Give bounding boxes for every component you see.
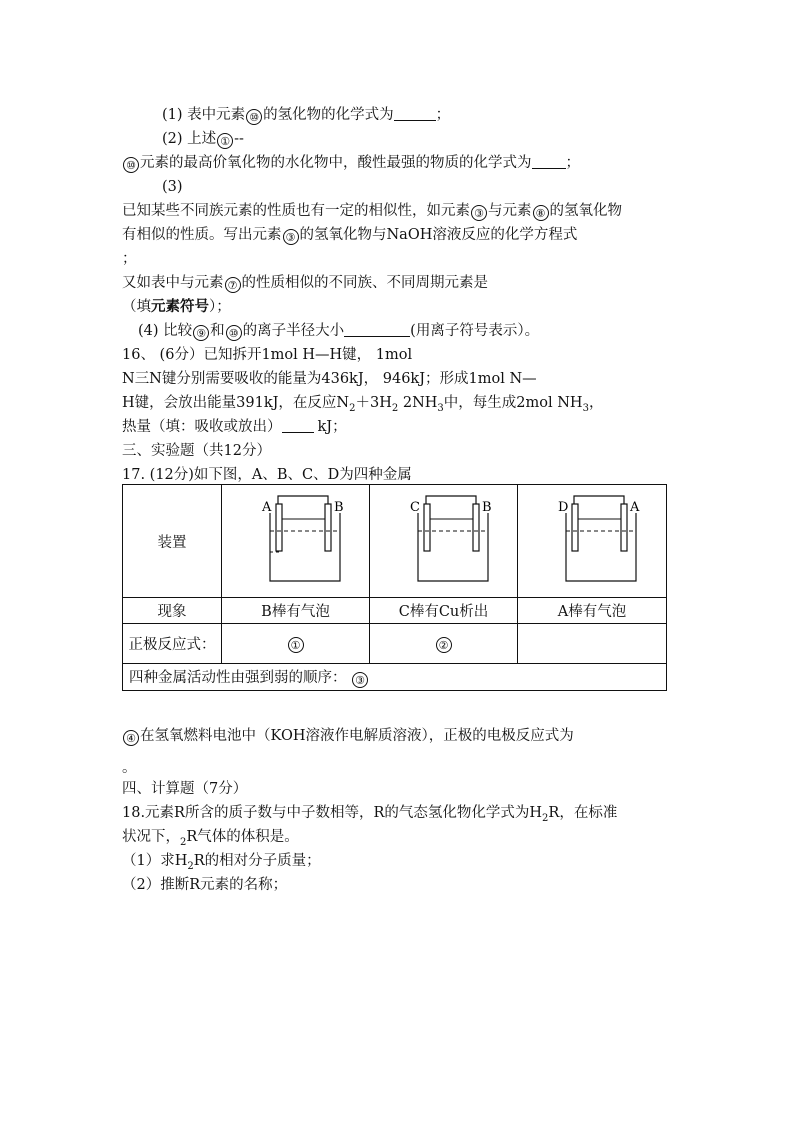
circled-number: ⑨	[193, 325, 209, 341]
apparatus-cb	[370, 485, 518, 598]
answer-blank[interactable]	[532, 154, 566, 169]
phenomenon-1: B棒有气泡	[222, 598, 370, 624]
q16-line4: 热量（填：吸收或放出） kJ；	[122, 419, 347, 435]
q15-part4: (4) 比较 ⑨ 和 ⑩ 的离子半径大小 (用离子符号表示）。	[138, 323, 540, 340]
q15-part3-line3: ；	[122, 251, 137, 267]
q16-line1: 16、 (6分）已知拆开1mol H—H键， 1mol	[122, 347, 413, 363]
circled-number: ⑩	[123, 157, 139, 173]
circled-number: ①	[217, 133, 233, 149]
svg-text:A: A	[261, 500, 271, 515]
apparatus-da	[518, 485, 667, 598]
q17-intro: 17. (12分)如下图，A、B、C、D为四种金属	[122, 467, 412, 483]
electrolytic-cell-icon	[236, 491, 356, 591]
circled-number: ③	[352, 672, 368, 688]
q18-line1: 18.元素R所含的质子数与中子数相等，R的气态氢化物化学式为$H_2R$，在标准	[122, 805, 618, 824]
q15-part1: (1) 表中元素 ⑩ 的氢化物的化学式为 ；	[162, 107, 451, 124]
q15-part2-cont: ⑩ 元素的最高价氧化物的水化物中，酸性最强的物质的化学式为 ；	[122, 153, 580, 173]
answer-blank[interactable]	[394, 106, 436, 121]
section-3-heading: 三、实验题（共12分）	[122, 443, 271, 459]
svg-text:A: A	[630, 500, 640, 515]
experiment-table	[122, 484, 667, 691]
q15-part2: (2) 上述 ① --	[162, 131, 244, 148]
circled-number: ④	[123, 730, 139, 746]
q15-part3-line1: 已知某些不同族元素的性质也有一定的相似性，如元素 ③ 与元素 ⑧ 的氢氧化物	[122, 203, 622, 220]
q16-line3: H键，会放出能量391kJ，在反应$N_2+3H_2$ $2NH_3$中，每生成2mol $NH_3$，	[122, 395, 604, 414]
circled-number: ⑩	[246, 109, 262, 125]
phenomenon-3: A棒有气泡	[518, 598, 667, 624]
circled-number: ⑧	[533, 205, 549, 221]
positive-electrode-label: 正极反应式：	[123, 624, 222, 664]
phenomenon-2: C棒有Cu析出	[370, 598, 518, 624]
circled-number: ②	[436, 637, 452, 653]
circled-number: ③	[471, 205, 487, 221]
q15-part3-line4: 又如表中与元素 ⑦ 的性质相似的不同族、不同周期元素是	[122, 275, 488, 292]
electrolytic-cell-icon	[532, 491, 652, 591]
q17-part4-end: 。	[122, 760, 137, 776]
svg-text:B: B	[333, 500, 344, 515]
q15-part3-line5: （填元素符号）；	[122, 298, 231, 315]
phenomenon-label: 现象	[123, 598, 222, 624]
q15-part3-label: (3)	[162, 179, 183, 195]
q16-line2: N三N键分别需要吸收的能量为436kJ， 946kJ；形成1mol N—	[122, 371, 537, 387]
q15-part3-line2: 有相似的性质。写出元素 ③ 的氢氧化物与NaOH溶液反应的化学方程式	[122, 227, 578, 244]
answer-cell-2[interactable]	[370, 624, 518, 664]
q17-part4: ④ 在氢氧燃料电池中（KOH溶液作电解质溶液），正极的电极反应式为	[122, 726, 574, 746]
q18-part2: （2）推断R元素的名称；	[122, 877, 288, 893]
svg-text:C: C	[409, 500, 420, 515]
apparatus-ab	[222, 485, 370, 598]
circled-number: ⑩	[226, 325, 242, 341]
section-4-heading: 四、计算题（7分）	[122, 781, 248, 797]
circled-number: ⑦	[225, 277, 241, 293]
svg-text:D: D	[558, 500, 569, 515]
answer-cell-3[interactable]	[518, 624, 667, 664]
answer-cell-1[interactable]	[222, 624, 370, 664]
activity-order-row[interactable]: 四种金属活动性由强到弱的顺序： ③	[123, 664, 667, 691]
circled-number: ①	[288, 637, 304, 653]
device-label: 装置	[123, 485, 222, 598]
answer-blank[interactable]	[344, 322, 410, 337]
electrolytic-cell-icon	[384, 491, 504, 591]
circled-number: ③	[283, 229, 299, 245]
answer-blank[interactable]	[282, 418, 314, 433]
q18-line2: 状况下，$_2$R气体的体积是。	[122, 829, 299, 848]
q18-part1: （1）求$H_2R$的相对分子质量；	[122, 853, 321, 872]
svg-text:B: B	[481, 500, 492, 515]
